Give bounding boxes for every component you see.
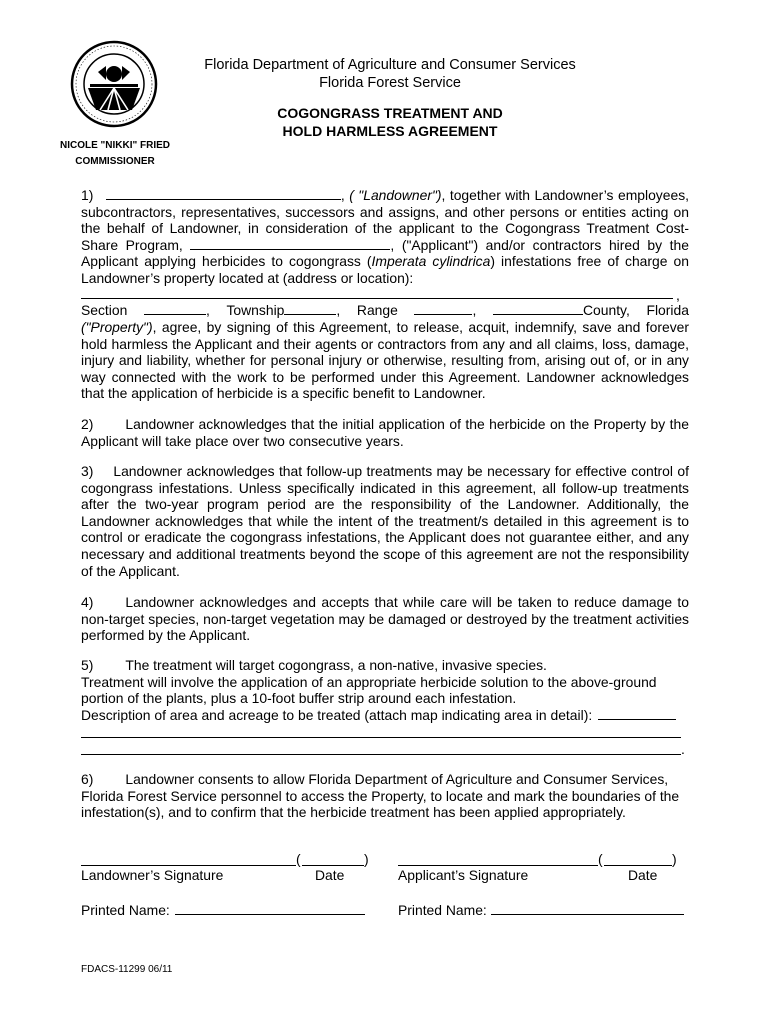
section-2	[81, 416, 689, 449]
area-description-period: .	[681, 741, 685, 757]
property-address-field[interactable]	[81, 298, 673, 299]
section-5-number: 5)	[81, 657, 94, 673]
applicant-printed-name-label: Printed Name:	[398, 902, 487, 918]
section-1-release	[81, 319, 689, 402]
range-field[interactable]	[414, 302, 472, 315]
title-line-2: HOLD HARMLESS AGREEMENT	[282, 123, 498, 139]
applicant-signature-label: Applicant’s Signature	[398, 867, 529, 883]
applicant-name-field[interactable]	[190, 237, 390, 250]
township-field[interactable]	[284, 302, 336, 315]
landowner-date-field[interactable]	[302, 865, 364, 866]
property-term: ("Property")	[81, 319, 153, 335]
section-label: Section	[81, 302, 128, 318]
landowner-date-open-paren: (	[296, 851, 301, 867]
landowner-printed-name-label: Printed Name:	[81, 902, 170, 918]
agency-name: Florida Department of Agriculture and Consumer Services	[204, 57, 576, 73]
range-label: Range	[356, 302, 398, 318]
section-1-text: , together with Landowner’s employees, subcontractors, representatives, successors and assigns, and other persons or entities acting on the behalf of Landowner, in consideration of the applicant to the Cogongrass Treatment Cost-Share Program,	[81, 187, 690, 253]
landowner-signature-field[interactable]	[81, 865, 296, 866]
section-field[interactable]	[144, 302, 206, 315]
document-title	[170, 104, 610, 140]
area-description-field-1[interactable]	[598, 707, 676, 720]
area-description-field-2[interactable]	[81, 737, 681, 738]
township-label: Township	[226, 302, 285, 318]
section-1-text: ) infestations free of charge on Landowner’s property located at (address or location):	[81, 253, 689, 286]
section-1-text: ,	[340, 187, 350, 203]
department-seal	[70, 40, 158, 128]
section-3	[81, 463, 689, 579]
address-comma: ,	[676, 287, 680, 303]
landowner-date-close-paren: )	[364, 851, 369, 867]
section-4-text: Landowner acknowledges and accepts that while care will be taken to reduce damage to non-target species, non-target vegetation may be damaged or destroyed by the treatment activities performed by the Applicant.	[81, 594, 689, 644]
section-5-line-3: Description of area and acreage to be treated (attach map indicating area in detail):	[81, 706, 593, 723]
section-4	[81, 594, 689, 644]
county-field[interactable]	[493, 302, 583, 315]
section-4-number: 4)	[81, 594, 94, 610]
applicant-printed-name-field[interactable]	[491, 914, 684, 915]
agency-division: Florida Forest Service	[319, 75, 461, 91]
section-1	[81, 187, 689, 287]
section-1-number: 1)	[81, 187, 94, 203]
location-line: Section , Township , Range , County, Florida	[81, 302, 689, 318]
county-label: County,	[582, 302, 630, 318]
form-number: FDACS-11299 06/11	[81, 964, 173, 975]
landowner-signature-label: Landowner’s Signature	[81, 867, 224, 883]
applicant-date-label: Date	[628, 867, 658, 883]
section-6-text: Landowner consents to allow Florida Department of Agriculture and Consumer Services, Florida Forest Service personnel to access the Property, to locate and mark the boundaries of the infestation(s), and to confirm that the herbicide treatment has been applied appropriately.	[81, 771, 680, 821]
species-name: Imperata cylindrica	[371, 253, 491, 270]
section-1-text: , ("Applicant") and/or contractors hired by the Applicant applying herbicides to cogongrass (	[81, 236, 689, 270]
applicant-signature-field[interactable]	[398, 865, 598, 866]
applicant-date-close-paren: )	[672, 851, 677, 867]
section-3-number: 3)	[81, 463, 94, 479]
florida-label: Florida	[646, 302, 689, 318]
section-5-line-1: The treatment will target cogongrass, a non-native, invasive species.	[125, 657, 547, 673]
applicant-date-open-paren: (	[598, 851, 603, 867]
landowner-term: ( "Landowner")	[349, 187, 442, 203]
title-line-1: COGONGRASS TREATMENT AND	[277, 105, 503, 121]
release-text: , agree, by signing of this Agreement, to release, acquit, indemnify, save and forever hold harmless the Applicant and their agents or contractors from any and all claims, loss, damage, injury and liability, whether for personal injury or otherwise, resulting from, arising out of, or in any way connected with the work to be performed under this Agreement. Landowner acknowledges that the application of herbicide is a specific benefit to Landowner.	[81, 319, 689, 402]
section-3-text: Landowner acknowledges that follow-up treatments may be necessary for effective control of cogongrass infestations. Unless specifically indicated in this agreement, all follow-up treatments after the two-year program period are the responsibility of the Landowner. Additionally, the Landowner acknowledges that while the intent of the treatment/s detailed in this agreement is to control or eradicate the cogongrass infestations, the Applicant does not guarantee either, and any necessary and additional treatments beyond the scope of this agreement are not the responsibility of the Applicant.	[81, 463, 689, 579]
applicant-date-field[interactable]	[604, 865, 672, 866]
commissioner-block	[40, 138, 190, 170]
section-5	[81, 657, 689, 723]
landowner-printed-name-field[interactable]	[175, 914, 365, 915]
section-6-number: 6)	[81, 771, 94, 787]
section-5-line-2: Treatment will involve the application of an appropriate herbicide solution to the above-ground portion of the plants, plus a 10-foot buffer strip around each infestation.	[81, 673, 657, 707]
commissioner-name: NICOLE "NIKKI" FRIED	[59, 140, 171, 151]
commissioner-title: COMMISSIONER	[75, 156, 155, 167]
agency-header	[170, 56, 610, 92]
section-2-number: 2)	[81, 416, 94, 432]
area-description-field-3[interactable]	[81, 754, 681, 755]
section-6	[81, 771, 689, 821]
section-2-text: Landowner acknowledges that the initial application of the herbicide on the Property by the Applicant will take place over two consecutive years.	[81, 416, 689, 449]
landowner-name-field[interactable]	[106, 187, 341, 200]
landowner-date-label: Date	[315, 867, 345, 883]
